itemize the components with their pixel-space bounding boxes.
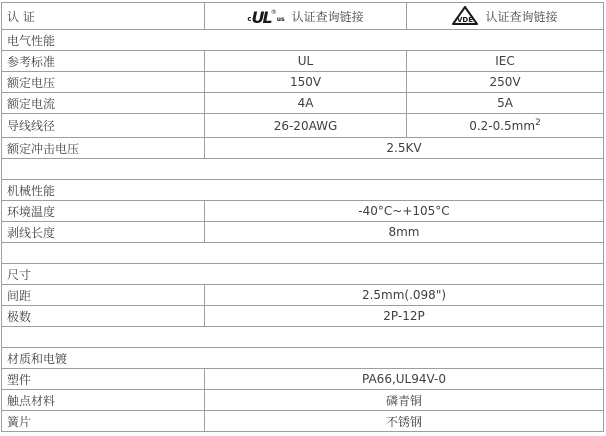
- certification-row: [2, 3, 604, 30]
- svg-text:VDE: VDE: [457, 16, 474, 24]
- impulse-voltage-row: [2, 138, 604, 159]
- wire-gauge-ul-value: 26-20AWG: [205, 114, 407, 138]
- rated-voltage-ul-value: 150V: [205, 72, 407, 93]
- rated-voltage-row: [2, 72, 604, 93]
- contact-material-row: [2, 390, 604, 411]
- impulse-voltage-label: 额定冲击电压: [2, 138, 205, 159]
- dimensions-section-row: [2, 264, 604, 285]
- ul-certification-query-link[interactable]: 认证查询链接: [291, 9, 364, 24]
- electrical-section-title: 电气性能: [2, 30, 604, 51]
- contact-material-value: 磷青铜: [205, 390, 604, 411]
- plastic-value: PA66,UL94V-0: [205, 369, 604, 390]
- ambient-temperature-value: -40°C~+105°C: [205, 201, 604, 222]
- wire-gauge-label: 导线线径: [2, 114, 205, 138]
- rated-voltage-label: 额定电压: [2, 72, 205, 93]
- mechanical-section-title: 机械性能: [2, 180, 604, 201]
- strip-length-row: [2, 222, 604, 243]
- standard-row: [2, 51, 604, 72]
- spring-label: 簧片: [2, 411, 205, 432]
- spacer-row: [2, 243, 604, 264]
- mechanical-section-row: [2, 180, 604, 201]
- poles-row: [2, 306, 604, 327]
- electrical-section-row: [2, 30, 604, 51]
- strip-length-label: 剥线长度: [2, 222, 205, 243]
- pitch-row: [2, 285, 604, 306]
- vde-mark-icon: [452, 6, 478, 26]
- rated-current-iec-value: 5A: [407, 93, 604, 114]
- ul-certification-cell: [205, 3, 407, 30]
- cULus-mark-icon: c UL ® us: [247, 8, 285, 27]
- standard-label: 参考标准: [2, 51, 205, 72]
- ambient-temperature-label: 环境温度: [2, 201, 205, 222]
- dimensions-section-title: 尺寸: [2, 264, 604, 285]
- rated-voltage-iec-value: 250V: [407, 72, 604, 93]
- materials-section-row: [2, 348, 604, 369]
- spring-value: 不锈钢: [205, 411, 604, 432]
- strip-length-value: 8mm: [205, 222, 604, 243]
- spec-table: [1, 2, 604, 432]
- rated-current-row: [2, 93, 604, 114]
- certification-label: 认 证: [2, 3, 205, 30]
- spacer-row: [2, 327, 604, 348]
- contact-material-label: 触点材料: [2, 390, 205, 411]
- plastic-row: [2, 369, 604, 390]
- poles-value: 2P-12P: [205, 306, 604, 327]
- vde-certification-cell: [407, 3, 604, 30]
- wire-gauge-iec-value: $0.2-0.5mm^2$: [407, 114, 604, 138]
- standard-iec-value: IEC: [407, 51, 604, 72]
- pitch-value: 2.5mm(.098"): [205, 285, 604, 306]
- spacer-cell: [2, 327, 604, 348]
- poles-label: 极数: [2, 306, 205, 327]
- superscript: 2: [535, 118, 541, 128]
- wire-gauge-row: [2, 114, 604, 138]
- spacer-cell: [2, 243, 604, 264]
- rated-current-ul-value: 4A: [205, 93, 407, 114]
- materials-section-title: 材质和电镀: [2, 348, 604, 369]
- rated-current-label: 额定电流: [2, 93, 205, 114]
- vde-certification-query-link[interactable]: 认证查询链接: [485, 9, 558, 24]
- spacer-cell: [2, 159, 604, 180]
- spring-row: [2, 411, 604, 432]
- standard-ul-value: UL: [205, 51, 407, 72]
- ambient-temperature-row: [2, 201, 604, 222]
- spacer-row: [2, 159, 604, 180]
- pitch-label: 间距: [2, 285, 205, 306]
- impulse-voltage-value: 2.5KV: [205, 138, 604, 159]
- plastic-label: 塑件: [2, 369, 205, 390]
